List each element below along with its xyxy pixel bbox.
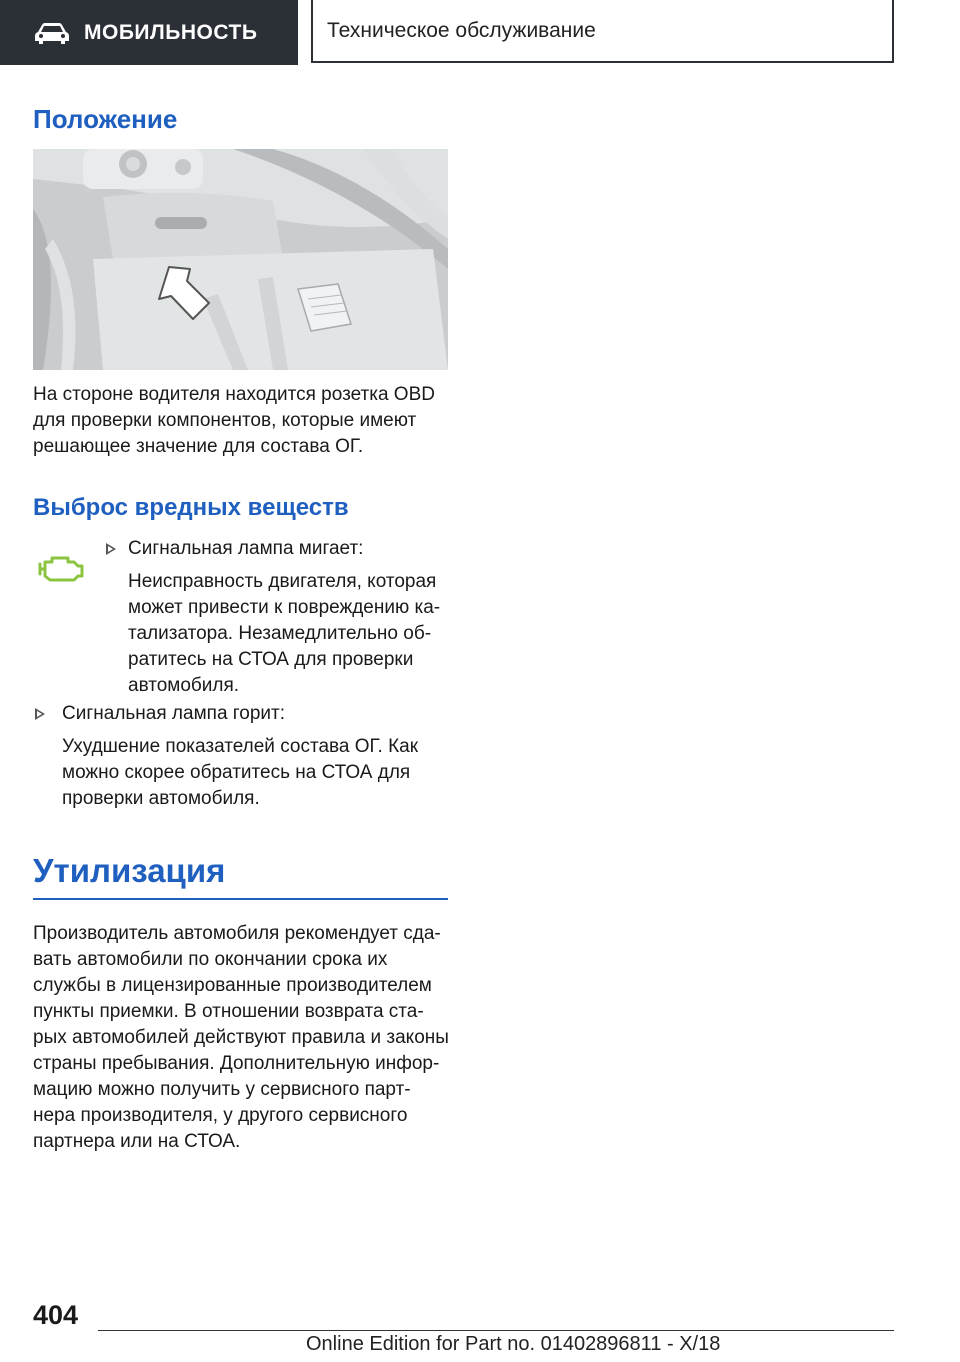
item-text-line: может привести к повреждению ка- [128,597,441,618]
check-engine-icon [34,552,86,586]
caption-line: На стороне водителя находится розетка OBD [33,384,435,405]
emissions-heading: Выброс вредных веществ [33,494,349,521]
heading-rule [33,898,448,900]
section-tab[interactable] [0,0,298,65]
item-text-line: Ухудшение показателей состава ОГ. Как [62,736,419,757]
caption-line: для проверки компонентов, которые имеют [33,410,417,431]
item-text-line: ратитесь на СТОА для проверки [128,649,414,670]
obd-location-photo [33,149,448,370]
bullet-triangle-icon [106,543,116,555]
edition-text: Online Edition for Part no. 01402896811 - X/18 [306,1333,721,1355]
disposal-line: партнера или на СТОА. [33,1131,241,1152]
chapter-label: Техническое обслуживание [327,18,596,42]
disposal-line: пункты приемки. В отношении возврата ста- [33,1001,424,1022]
footer-rule [98,1330,894,1331]
car-icon [34,21,70,45]
location-heading: Положение [33,104,178,134]
item-text-line: автомобиля. [128,675,240,696]
disposal-heading: Утилизация [33,852,226,889]
item-title: Сигнальная лампа мигает: [128,538,364,559]
disposal-line: рых автомобилей действуют правила и законы [33,1027,449,1048]
item-text-line: тализатора. Незамедлительно об- [128,623,432,644]
disposal-line: нера производителя, у другого сервисного [33,1105,408,1126]
disposal-line: вать автомобили по окончании срока их [33,949,388,970]
disposal-line: страны пребывания. Дополнительную инфор- [33,1053,440,1074]
item-title: Сигнальная лампа горит: [62,703,286,724]
disposal-line: службы в лицензированные производителем [33,975,432,996]
chapter-tab[interactable] [311,0,894,63]
disposal-line: мацию можно получить у сервисного парт- [33,1079,411,1100]
caption-line: решающее значение для состава ОГ. [33,436,364,457]
bullet-triangle-icon [35,708,45,720]
page-number: 404 [33,1300,79,1330]
section-label: МОБИЛЬНОСТЬ [84,20,258,44]
item-text-line: можно скорее обратитесь на СТОА для [62,762,411,783]
item-text-line: проверки автомобиля. [62,788,260,809]
item-text-line: Неисправность двигателя, которая [128,571,437,592]
disposal-line: Производитель автомобиля рекомендует сда- [33,923,441,944]
